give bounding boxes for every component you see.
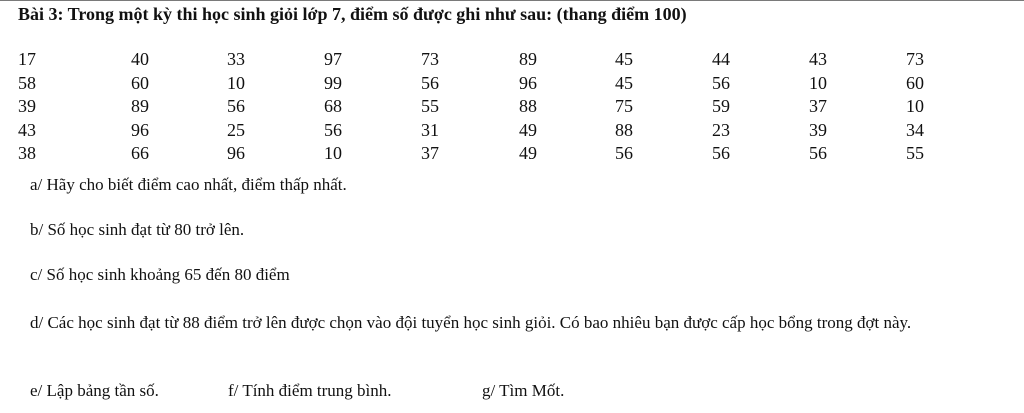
question-c: c/ Số học sinh khoảng 65 đến 80 điểm (30, 265, 290, 284)
score-cell: 45 (615, 72, 633, 93)
score-cell: 60 (131, 72, 149, 93)
score-cell: 25 (227, 119, 245, 140)
score-cell: 88 (615, 119, 633, 140)
score-cell: 88 (519, 96, 537, 116)
score-cell: 10 (809, 72, 827, 93)
score-table (18, 49, 956, 167)
score-cell: 49 (519, 119, 537, 140)
score-cell: 10 (227, 72, 245, 93)
score-cell: 31 (421, 119, 439, 140)
score-cell: 75 (615, 96, 633, 116)
question-g: g/ Tìm Mốt. (482, 381, 565, 400)
score-cell: 37 (421, 143, 439, 163)
question-b: b/ Số học sinh đạt từ 80 trở lên. (30, 220, 245, 239)
question-f: f/ Tính điểm trung bình. (228, 381, 392, 400)
score-cell: 17 (18, 49, 36, 69)
score-cell: 56 (324, 119, 342, 140)
score-cell: 10 (324, 143, 342, 163)
score-cell: 97 (324, 49, 342, 69)
score-cell: 96 (131, 119, 149, 140)
score-cell: 56 (615, 143, 633, 163)
score-cell: 34 (906, 119, 924, 140)
score-cell: 44 (712, 49, 730, 69)
score-cell: 10 (906, 96, 924, 116)
score-cell: 96 (519, 72, 537, 93)
score-cell: 59 (712, 96, 730, 116)
question-a: a/ Hãy cho biết điểm cao nhất, điểm thấp nhất. (30, 175, 347, 194)
score-cell: 68 (324, 96, 342, 116)
question-d: d/ Các học sinh đạt từ 88 điểm trở lên được chọn vào đội tuyển học sinh giỏi. Có bao nhiêu bạn được cấp học bổng trong đợt này. (30, 313, 912, 332)
score-cell: 39 (809, 119, 827, 140)
score-cell: 45 (615, 49, 633, 69)
score-cell: 89 (131, 96, 149, 116)
top-border-line (0, 0, 1024, 1)
score-cell: 43 (18, 119, 36, 140)
score-cell: 73 (906, 49, 924, 69)
score-cell: 56 (227, 96, 245, 116)
score-cell: 43 (809, 49, 827, 69)
score-cell: 58 (18, 72, 36, 93)
score-cell: 96 (227, 143, 245, 163)
score-cell: 56 (421, 72, 439, 93)
score-cell: 55 (906, 143, 924, 163)
question-e: e/ Lập bảng tần số. (30, 381, 159, 400)
score-cell: 73 (421, 49, 439, 69)
score-cell: 60 (906, 72, 924, 93)
score-cell: 56 (712, 143, 730, 163)
score-cell: 40 (131, 49, 149, 69)
score-cell: 23 (712, 119, 730, 140)
exercise-title: Bài 3: Trong một kỳ thi học sinh giỏi lớp 7, điểm số được ghi như sau: (thang điểm 100) (18, 4, 687, 24)
score-cell: 56 (809, 143, 827, 163)
score-cell: 99 (324, 72, 342, 93)
score-cell: 56 (712, 72, 730, 93)
score-cell: 39 (18, 96, 36, 116)
score-cell: 37 (809, 96, 827, 116)
score-cell: 49 (519, 143, 537, 163)
score-cell: 89 (519, 49, 537, 69)
score-cell: 38 (18, 143, 36, 163)
score-cell: 66 (131, 143, 149, 163)
score-cell: 55 (421, 96, 439, 116)
score-cell: 33 (227, 49, 245, 69)
